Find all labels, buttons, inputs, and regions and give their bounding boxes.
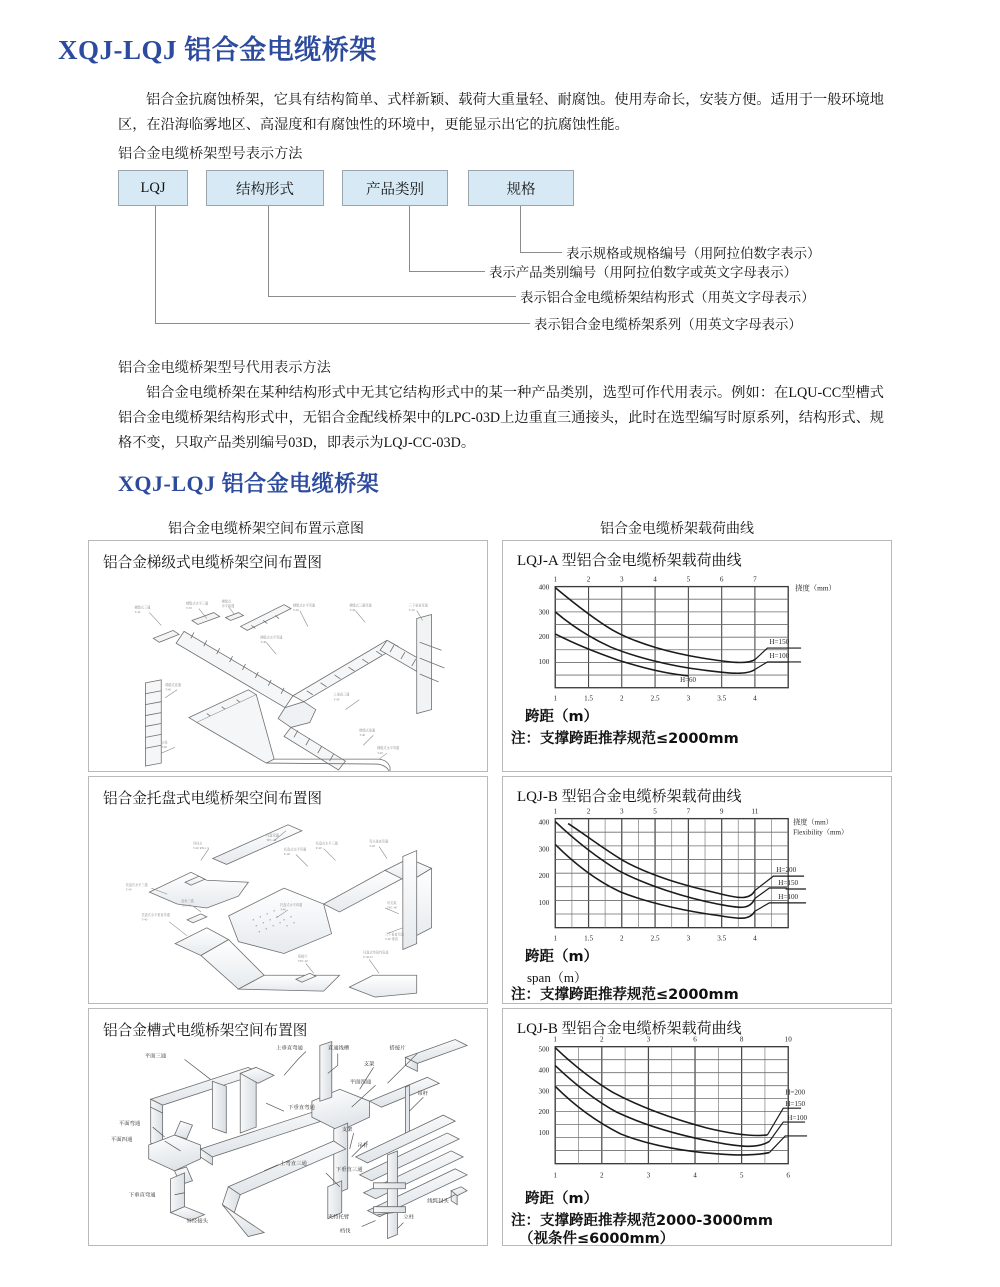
svg-text:1: 1 bbox=[553, 934, 558, 943]
callout-yijing-jietou: 异径接头 bbox=[186, 1218, 208, 1225]
svg-text:400: 400 bbox=[538, 583, 550, 592]
svg-text:100: 100 bbox=[538, 1128, 550, 1137]
chart-b2-annot-h200: H=200 bbox=[785, 1088, 806, 1097]
left-column-caption: 铝合金电缆桥架空间布置示意图 bbox=[168, 522, 364, 537]
panel-title-tray: 铝合金托盘式电缆桥架空间布置图 bbox=[103, 791, 322, 807]
panel-chart-lqj-a bbox=[502, 540, 892, 772]
panel-ladder-layout bbox=[88, 540, 488, 772]
svg-text:9: 9 bbox=[719, 807, 724, 816]
chart-b2-note2: （视条件≤6000mm） bbox=[519, 1231, 675, 1247]
svg-text:4: 4 bbox=[653, 575, 657, 584]
callout-shangwanzhi-santong: 上弯直三通 bbox=[280, 1160, 307, 1167]
model-code-box-spec: 规格 bbox=[468, 170, 574, 206]
chart-b2-xlabel: 跨距（m） bbox=[525, 1191, 599, 1207]
svg-text:2: 2 bbox=[600, 1171, 604, 1180]
svg-text:6: 6 bbox=[786, 1171, 791, 1180]
svg-text:2: 2 bbox=[586, 807, 591, 816]
leader-line-spec-horizontal bbox=[520, 252, 562, 253]
right-column-caption: 铝合金电缆桥架载荷曲线 bbox=[600, 522, 754, 537]
chart-b1-xlabel: 跨距（m） bbox=[525, 949, 599, 965]
svg-text:3: 3 bbox=[619, 575, 624, 584]
svg-text:T-40: T-40 bbox=[349, 608, 356, 613]
model-notation-subheading: 铝合金电缆桥架型号表示方法 bbox=[118, 146, 303, 162]
panel-title-ladder: 铝合金梯级式电缆桥架空间布置图 bbox=[103, 555, 322, 571]
svg-text:托盘式水平四通: 托盘式水平四通 bbox=[280, 902, 303, 907]
svg-text:P-40: P-40 bbox=[284, 852, 291, 857]
svg-text:T-40: T-40 bbox=[359, 732, 366, 737]
svg-text:500: 500 bbox=[538, 1045, 550, 1054]
intro-paragraph: 铝合金抗腐蚀桥架，它具有结构简单、式样新颖、载荷大重量轻、耐腐蚀。使用寿命长，安装方便。适用于一般环境地区，在沿海临雾地区、高湿度和有腐蚀性的环境中，更能显示出它的抗腐蚀性能。 bbox=[118, 92, 884, 133]
callout-xiachuizhi-wantong-2: 下垂直弯通 bbox=[128, 1192, 156, 1199]
svg-text:7: 7 bbox=[753, 575, 757, 584]
chart-b1-annot-h100: H=100 bbox=[778, 892, 799, 901]
chart-b2-note: 注：支撑跨距推荐规范2000-3000mm bbox=[511, 1213, 773, 1229]
svg-text:T-40: T-40 bbox=[369, 844, 376, 849]
svg-text:6: 6 bbox=[719, 575, 724, 584]
chart-b1-ylabel: 挠度（mm） bbox=[793, 818, 833, 827]
chart-b1-annot-h200: H=200 bbox=[776, 866, 797, 875]
callout-pingmian-sitong-2: 平面四通 bbox=[110, 1137, 133, 1143]
svg-text:3: 3 bbox=[686, 934, 691, 943]
leader-line-category-horizontal bbox=[409, 271, 485, 272]
svg-text:3: 3 bbox=[646, 1035, 651, 1044]
leader-line-series-vertical bbox=[155, 206, 156, 323]
svg-text:1: 1 bbox=[553, 575, 558, 584]
callout-lizhu: 立柱 bbox=[403, 1214, 415, 1221]
callout-dajiepian: 搭接片 bbox=[389, 1045, 406, 1052]
alt-notation-subheading: 铝合金电缆桥架型号代用表示方法 bbox=[118, 360, 331, 376]
model-code-box-category: 产品类别 bbox=[342, 170, 448, 206]
leader-line-category-vertical bbox=[409, 206, 410, 271]
svg-text:3: 3 bbox=[619, 807, 624, 816]
chart-b1-ylabel-en: Flexibility（mm） bbox=[793, 828, 849, 837]
svg-text:2: 2 bbox=[586, 575, 591, 584]
svg-text:吊支架: 吊支架 bbox=[387, 901, 397, 905]
callout-zhijia-1: 支架 bbox=[363, 1061, 375, 1068]
chart-a-note: 注：支撑跨距推荐规范≤2000mm bbox=[511, 731, 739, 747]
svg-text:3.5: 3.5 bbox=[717, 694, 727, 703]
svg-text:P-40-D: P-40-D bbox=[363, 955, 373, 960]
chart-title-lqj-b2: LQJ-B 型铝合金电缆桥架载荷曲线 bbox=[517, 1021, 742, 1037]
svg-text:T-40: T-40 bbox=[333, 697, 340, 702]
svg-text:梯级式直通: 梯级式直通 bbox=[165, 682, 181, 687]
svg-text:梯级式水平弯通: 梯级式水平弯通 bbox=[292, 603, 316, 608]
svg-text:TPC-40: TPC-40 bbox=[387, 905, 397, 910]
svg-text:梯级式三通: 梯级式三通 bbox=[134, 605, 151, 610]
chart-a-xlabel: 跨距（m） bbox=[525, 709, 599, 725]
svg-text:300: 300 bbox=[538, 845, 550, 854]
svg-text:三下垂直弯通: 三下垂直弯通 bbox=[408, 603, 428, 608]
svg-text:异径头: 异径头 bbox=[192, 841, 203, 846]
svg-text:10: 10 bbox=[784, 1035, 792, 1044]
callout-xianlan-fengtou: 线缆封头 bbox=[427, 1198, 449, 1205]
page-title: XQJ-LQJ 铝合金电缆桥架 bbox=[58, 35, 377, 65]
chart-b2-annot-h100: H=100 bbox=[787, 1114, 808, 1123]
svg-text:搭接片: 搭接片 bbox=[297, 954, 308, 959]
svg-text:托盘式水平垂直弯通: 托盘式水平垂直弯通 bbox=[141, 912, 170, 917]
svg-text:2: 2 bbox=[600, 1035, 604, 1044]
svg-text:T-40: T-40 bbox=[280, 907, 286, 912]
svg-text:梯级式垂通: 梯级式垂通 bbox=[359, 728, 376, 733]
svg-text:TPC-40: TPC-40 bbox=[266, 838, 277, 843]
svg-text:3: 3 bbox=[686, 694, 691, 703]
leader-line-spec-vertical bbox=[520, 206, 521, 252]
svg-text:TPC-40: TPC-40 bbox=[181, 903, 192, 908]
svg-text:直角三通: 直角三通 bbox=[181, 899, 194, 904]
chart-b1-note: 注：支撑跨距推荐规范≤2000mm bbox=[511, 987, 739, 1003]
panel-tray-layout bbox=[88, 776, 488, 1004]
leader-label-spec: 表示规格或规格编号（用阿拉伯数字表示） bbox=[566, 246, 821, 261]
trough-type-cable-tray-isometric bbox=[89, 1037, 487, 1245]
svg-text:2: 2 bbox=[619, 934, 624, 943]
svg-text:5: 5 bbox=[739, 1171, 744, 1180]
svg-text:1: 1 bbox=[553, 1035, 557, 1044]
svg-text:2.5: 2.5 bbox=[650, 694, 660, 703]
callout-shangchuizhi-wantong: 上垂直弯通 bbox=[276, 1045, 303, 1052]
leader-label-category: 表示产品类别编号（用阿拉伯数字或英文字母表示） bbox=[489, 265, 797, 280]
svg-text:P-40: P-40 bbox=[315, 846, 322, 851]
panel-trough-layout bbox=[88, 1008, 488, 1246]
chart-b1-xlabel-en: span（m） bbox=[527, 970, 587, 985]
callout-pingmian-wantong: 平面弯通 bbox=[118, 1121, 141, 1128]
svg-text:300: 300 bbox=[538, 1087, 550, 1096]
leader-label-series: 表示铝合金电缆桥架系列（用英文字母表示） bbox=[534, 317, 802, 332]
chart-title-lqj-b1: LQJ-B 型铝合金电缆桥架载荷曲线 bbox=[517, 789, 742, 805]
svg-text:3: 3 bbox=[646, 1171, 651, 1180]
callout-xiachuizhi-santong: 下垂直三通 bbox=[335, 1166, 363, 1173]
svg-text:8: 8 bbox=[739, 1035, 744, 1044]
svg-text:7: 7 bbox=[686, 807, 691, 816]
leader-line-series-horizontal bbox=[155, 323, 530, 324]
svg-text:1.5: 1.5 bbox=[584, 694, 593, 703]
svg-text:100: 100 bbox=[538, 898, 550, 907]
svg-text:梯级式三通弯通: 梯级式三通弯通 bbox=[349, 603, 372, 608]
svg-text:1: 1 bbox=[553, 807, 558, 816]
svg-text:托盘式水平三通: 托盘式水平三通 bbox=[315, 841, 338, 846]
chart-b1-annot-h150: H=150 bbox=[778, 879, 799, 888]
callout-diaogan-1: 吊杆 bbox=[417, 1091, 429, 1098]
svg-text:T-40: T-40 bbox=[165, 687, 172, 692]
svg-text:梯级式水平弯通: 梯级式水平弯通 bbox=[377, 746, 400, 751]
svg-text:T-30: T-30 bbox=[186, 606, 192, 611]
callout-jiachi-tuobi: 夹持托臂 bbox=[327, 1214, 350, 1221]
panel-chart-lqj-b2 bbox=[502, 1008, 892, 1246]
svg-text:梯级式水平弯通: 梯级式水平弯通 bbox=[260, 635, 283, 640]
svg-text:托盘弯通: 托盘弯通 bbox=[266, 833, 279, 838]
alt-notation-paragraph: 铝合金电缆桥架在某种结构形式中无其它结构形式中的某一种产品类别，选型可作代用表示。例如：在LQU-CC型槽式铝合金电缆桥架结构形式中，无铝合金配线桥架中的LPC-03D上边重直三通接头，此时在选型编写时原系列，结构形式、规格不变，只取产品类别编号03D，即表示为LQJ-CC-03D。 bbox=[118, 385, 884, 451]
tray-type-cable-tray-isometric bbox=[89, 805, 487, 1003]
panel-title-trough: 铝合金槽式电缆桥架空间布置图 bbox=[103, 1023, 308, 1039]
chart-b2-annot-h150: H=150 bbox=[785, 1100, 806, 1109]
model-code-box-structure: 结构形式 bbox=[206, 170, 324, 206]
svg-text:T-40 RD-1.5: T-40 RD-1.5 bbox=[192, 846, 209, 851]
callout-pingmian-santong: 平面三通 bbox=[144, 1053, 167, 1060]
svg-text:300: 300 bbox=[538, 608, 550, 617]
svg-text:4: 4 bbox=[753, 934, 757, 943]
svg-text:T-40: T-40 bbox=[141, 917, 148, 922]
svg-text:200: 200 bbox=[538, 872, 550, 881]
callout-dangfa: 档伐 bbox=[339, 1228, 351, 1235]
svg-text:2.5: 2.5 bbox=[650, 934, 660, 943]
svg-text:1.5: 1.5 bbox=[584, 934, 594, 943]
svg-text:2: 2 bbox=[619, 694, 624, 703]
svg-text:1: 1 bbox=[553, 694, 558, 703]
chart-a-annot-h60: H=60 bbox=[680, 676, 696, 684]
leader-line-structure-vertical bbox=[268, 206, 269, 296]
section-title: XQJ-LQJ 铝合金电缆桥架 bbox=[118, 471, 380, 496]
svg-text:托盘式单层内底盖: 托盘式单层内底盖 bbox=[363, 950, 389, 955]
svg-text:托盘式水平弯通: 托盘式水平弯通 bbox=[284, 847, 307, 852]
svg-text:1: 1 bbox=[553, 1171, 557, 1180]
svg-text:200: 200 bbox=[538, 633, 550, 642]
svg-text:400: 400 bbox=[538, 818, 550, 827]
chart-a-annot-h100: H=100 bbox=[769, 651, 790, 660]
svg-text:上垂直三通: 上垂直三通 bbox=[333, 692, 350, 697]
svg-text:T-40: T-40 bbox=[292, 608, 299, 613]
model-code-box-series: LQJ bbox=[118, 170, 188, 206]
svg-text:T-40: T-40 bbox=[161, 744, 168, 749]
callout-xiachuizhi-wantong-1: 下垂直弯通 bbox=[288, 1105, 315, 1112]
svg-text:T-40: T-40 bbox=[125, 887, 132, 892]
svg-text:200: 200 bbox=[538, 1108, 550, 1117]
svg-text:6: 6 bbox=[693, 1035, 697, 1044]
chart-a-ylabel: 挠度（mm） bbox=[795, 583, 836, 593]
callout-diaogan-2: 吊杆 bbox=[357, 1142, 369, 1149]
svg-text:3.5: 3.5 bbox=[717, 934, 727, 943]
svg-text:T-40: T-40 bbox=[134, 610, 141, 615]
svg-text:4: 4 bbox=[693, 1171, 697, 1180]
callout-zhitong-xiancao: 直通线槽 bbox=[327, 1045, 350, 1052]
svg-text:100: 100 bbox=[538, 657, 550, 666]
svg-text:T-40: T-40 bbox=[377, 750, 383, 755]
chart-title-lqj-a: LQJ-A 型铝合金电缆桥架载荷曲线 bbox=[517, 553, 742, 569]
chart-a-annot-h150: H=150 bbox=[769, 638, 790, 647]
svg-text:400: 400 bbox=[538, 1066, 550, 1075]
svg-text:弯头垂直弯通: 弯头垂直弯通 bbox=[369, 839, 389, 844]
leader-label-structure: 表示铝合金电缆桥架结构形式（用英文字母表示） bbox=[520, 290, 815, 305]
callout-zhijia-2: 支架 bbox=[341, 1127, 353, 1134]
callout-pingmian-sitong-1: 平面四通 bbox=[349, 1079, 372, 1086]
svg-text:T-40: T-40 bbox=[260, 639, 267, 644]
leader-line-structure-horizontal bbox=[268, 296, 516, 297]
svg-text:TPC-40: TPC-40 bbox=[297, 959, 308, 964]
ladder-type-cable-tray-isometric bbox=[89, 569, 487, 771]
svg-text:T-40: T-40 bbox=[408, 608, 415, 613]
svg-text:三下垂直弯通: 三下垂直弯通 bbox=[385, 932, 404, 937]
svg-text:梯级式水平三通: 梯级式水平三通 bbox=[186, 601, 209, 606]
svg-text:梯级式: 梯级式 bbox=[221, 599, 232, 604]
svg-text:托盘式水平三通: 托盘式水平三通 bbox=[125, 883, 148, 888]
panel-chart-lqj-b1 bbox=[502, 776, 892, 1004]
svg-text:4: 4 bbox=[753, 694, 757, 703]
svg-text:5: 5 bbox=[653, 807, 657, 816]
svg-text:T-40 垂直: T-40 垂直 bbox=[385, 937, 398, 942]
svg-text:11: 11 bbox=[751, 807, 759, 816]
svg-text:立柱: 立柱 bbox=[161, 740, 168, 745]
svg-text:水平四通: 水平四通 bbox=[221, 604, 235, 609]
svg-text:5: 5 bbox=[686, 575, 691, 584]
